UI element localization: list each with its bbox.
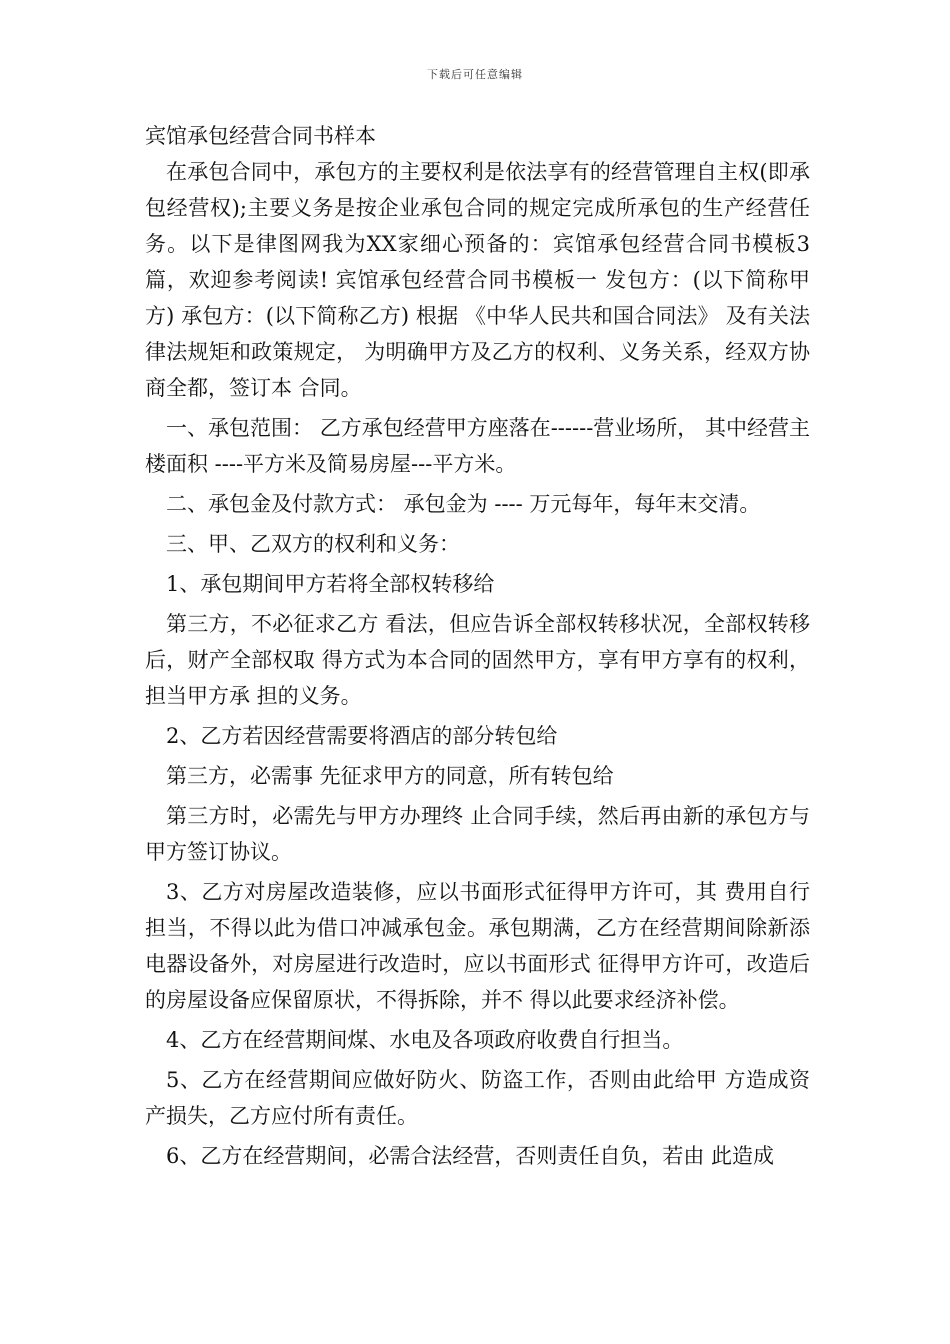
- paragraph-clause-6: 6、乙方在经营期间，必需合法经营，否则责任自负，若由 此造成: [166, 1144, 775, 1168]
- paragraph-clause-1: 1、承包期间甲方若将全部权转移给: [166, 572, 495, 596]
- paragraph-clause-2-cont: 第三方，必需事 先征求甲方的同意，所有转包给: [166, 764, 614, 788]
- page-header-note: 下载后可任意编辑: [427, 68, 523, 81]
- document-title: 宾馆承包经营合同书样本: [145, 124, 376, 148]
- paragraph-clause-3: 3、乙方对房屋改造装修，应以书面形式征得甲方许可，其 费用自行担当，不得以此为借口冲减承包金。承包期满，乙方在经营期间除新添电器设备外，对房屋进行改造时，应以书面形式 征得甲方许可，改造后的房屋设备应保留原状，不得拆除，并不 得以此要求经济补偿。: [145, 880, 810, 1012]
- paragraph-rights-heading: 三、甲、乙双方的权利和义务：: [166, 532, 460, 556]
- document-body: [145, 118, 810, 1178]
- paragraph-clause-4: 4、乙方在经营期间煤、水电及各项政府收费自行担当。: [166, 1028, 684, 1052]
- paragraph-clause-2: 2、乙方若因经营需要将酒店的部分转包给: [166, 724, 558, 748]
- paragraph-payment: 二、承包金及付款方式： 承包金为 ---- 万元每年，每年末交清。: [166, 492, 761, 516]
- paragraph-clause-1-cont: 第三方，不必征求乙方 看法，但应告诉全部权转移状况，全部权转移后，财产全部权取 得方式为本合同的固然甲方，享有甲方享有的权利，担当甲方承 担的义务。: [145, 612, 810, 708]
- paragraph-clause-2-cont2: 第三方时，必需先与甲方办理终 止合同手续，然后再由新的承包方与甲方签订协议。: [145, 804, 810, 864]
- paragraph-clause-5: 5、乙方在经营期间应做好防火、防盗工作，否则由此给甲 方造成资产损失，乙方应付所有责任。: [145, 1068, 810, 1128]
- paragraph-scope: 一、承包范围： 乙方承包经营甲方座落在------营业场所， 其中经营主楼面积 ----平方米及简易房屋---平方米。: [145, 416, 810, 476]
- paragraph-intro: 在承包合同中，承包方的主要权利是依法享有的经营管理自主权(即承包经营权);主要义务是按企业承包合同的规定完成所承包的生产经营任务。以下是律图网我为XX家细心预备的：宾馆承包经营合同书模板3篇，欢迎参考阅读! 宾馆承包经营合同书模板一 发包方：(以下简称甲方) 承包方：(以下简称乙方) 根据 《中华人民共和国合同法》 及有关法律法规矩和政策规定， 为明确甲方及乙方的权利、义务关系，经双方协商全都，签订本 合同。: [145, 160, 810, 400]
